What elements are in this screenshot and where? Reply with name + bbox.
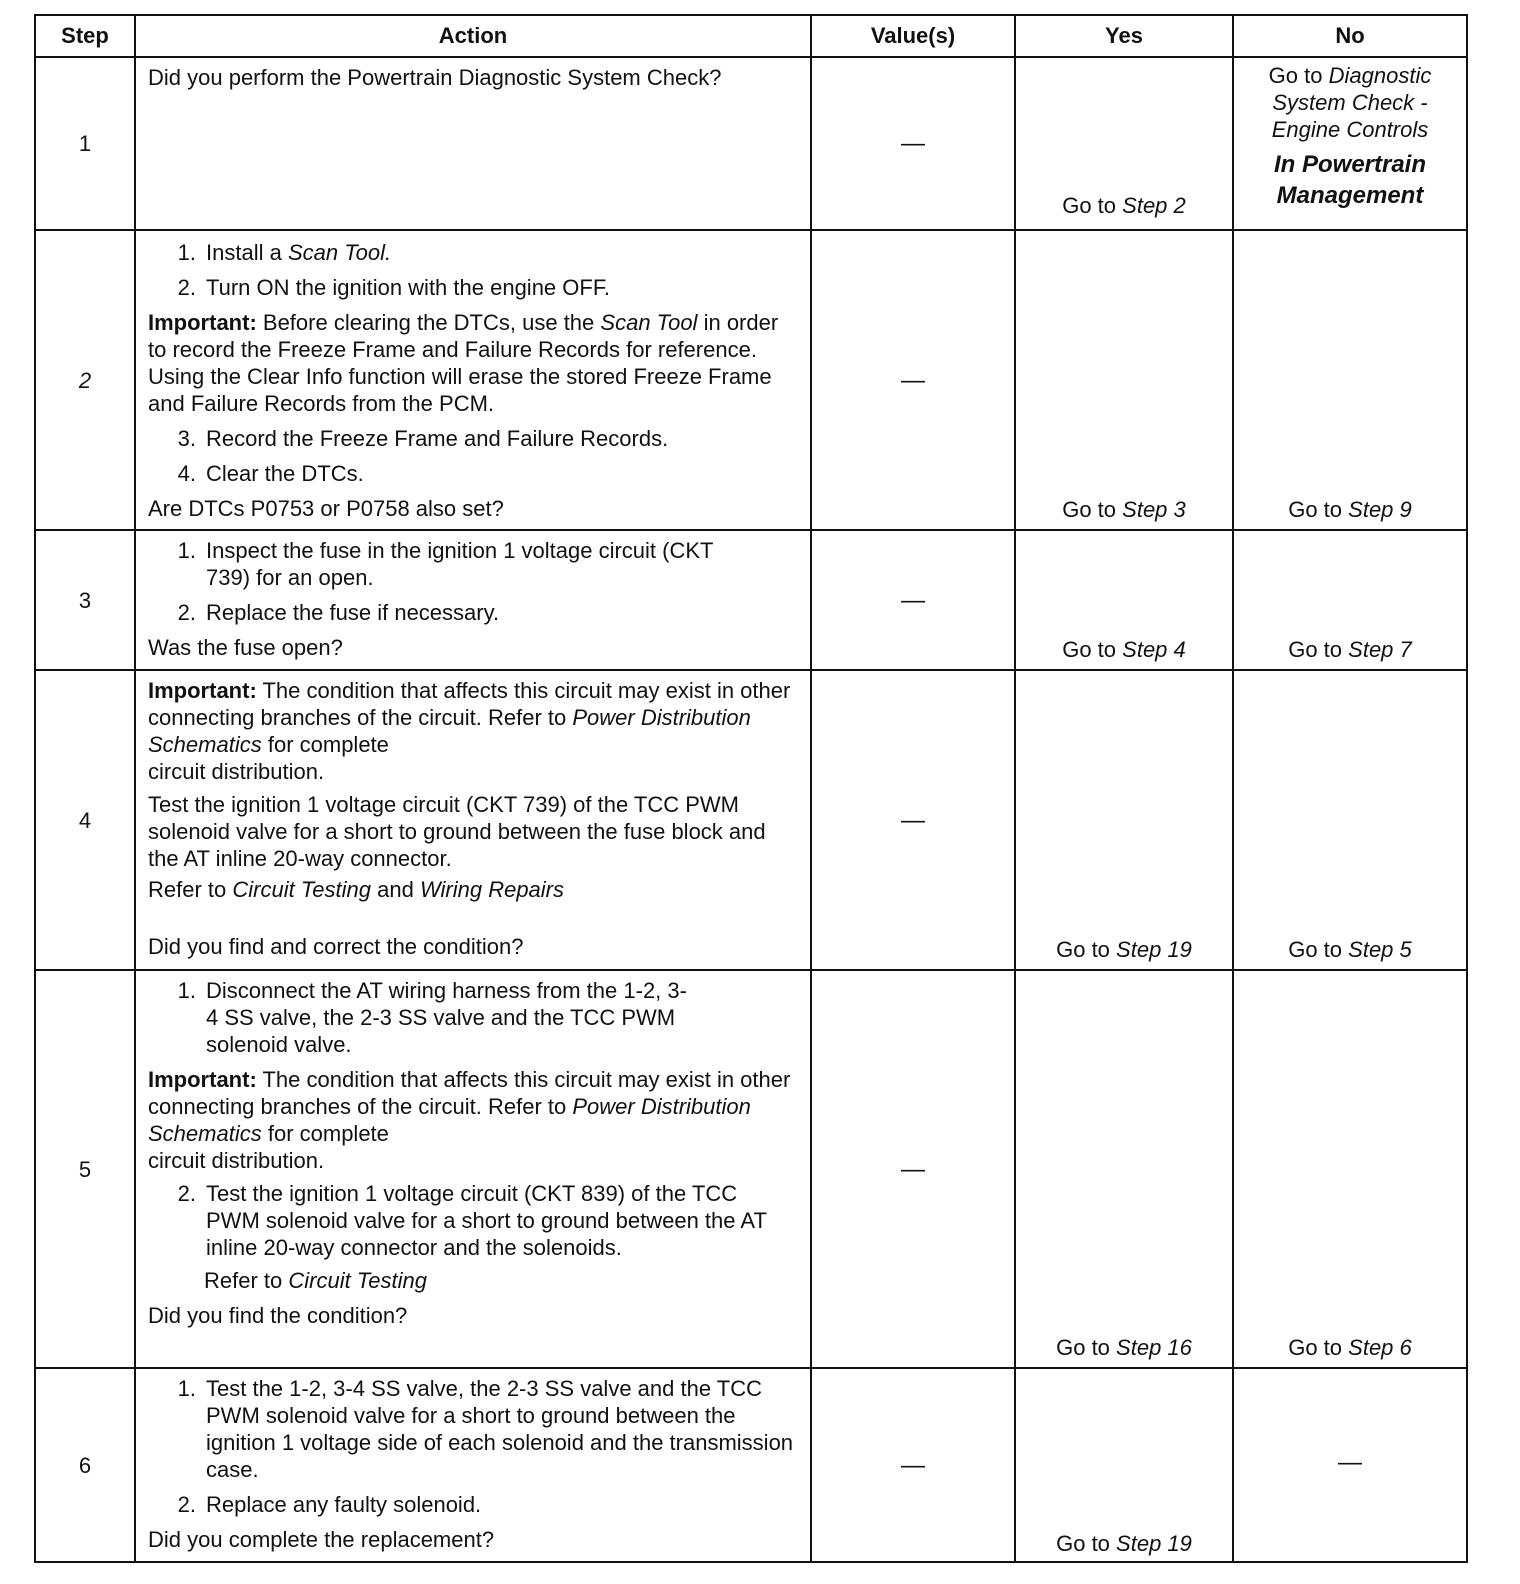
- action-cell: [135, 57, 811, 230]
- list-number: 2.: [177, 275, 196, 300]
- refer-text: Refer to: [148, 877, 227, 902]
- header-row: [35, 15, 1467, 57]
- action-cell: [135, 530, 811, 670]
- yes-step-link[interactable]: Step 3: [1122, 497, 1186, 522]
- no-ref-diagnostic[interactable]: Diagnostic: [1328, 63, 1432, 88]
- no-cell: [1233, 57, 1467, 230]
- no-cell: [1233, 230, 1467, 530]
- goto-prefix: Go to: [1056, 937, 1110, 962]
- header-action: Action: [135, 15, 811, 57]
- goto-prefix: Go to: [1288, 637, 1343, 662]
- no-cell: [1233, 970, 1467, 1368]
- note-text: The condition that affects this circuit may exist in other connecting branches of the circuit. Refer to: [148, 678, 791, 730]
- yes-step-link[interactable]: Step 4: [1122, 637, 1186, 662]
- value-cell: —: [811, 670, 1015, 970]
- no-step-link[interactable]: Step 5: [1348, 937, 1412, 962]
- table-row: [35, 530, 1467, 670]
- power-distribution-ref: Power Distribution Schematics: [148, 1094, 751, 1146]
- list-item: [148, 239, 800, 266]
- question: Did you find the condition?: [148, 1303, 408, 1328]
- header-no: No: [1233, 15, 1467, 57]
- no-cell: [1233, 670, 1467, 970]
- note-text: for complete: [267, 732, 389, 757]
- yes-cell: [1015, 230, 1233, 530]
- goto-prefix: Go to: [1288, 937, 1343, 962]
- important-label: Important:: [148, 678, 257, 703]
- goto-prefix: Go to: [1062, 193, 1117, 218]
- step-number: 6: [35, 1368, 135, 1562]
- table-row: [35, 1368, 1467, 1562]
- note-text: circuit distribution.: [148, 759, 325, 784]
- question: Are DTCs P0753 or P0758 also set?: [148, 496, 504, 521]
- list-item: [148, 1180, 800, 1261]
- refer-line: [204, 1267, 800, 1294]
- no-ref-powertrain: In Powertrain: [1273, 151, 1427, 178]
- no-ref-engine-controls[interactable]: Engine Controls: [1271, 117, 1429, 142]
- step-number: 4: [35, 670, 135, 970]
- value-cell: —: [811, 970, 1015, 1368]
- test-instruction: Test the ignition 1 voltage circuit (CKT 739) of the TCC PWM solenoid valve for a short to ground between the fuse block and the AT inline 20-way connector.: [148, 792, 766, 871]
- action-cell: [135, 670, 811, 970]
- list-text: Replace any faulty solenoid.: [206, 1492, 482, 1517]
- note-text: Before clearing the DTCs, use the: [262, 310, 595, 335]
- list-item: [148, 460, 800, 487]
- important-label: Important:: [148, 1067, 257, 1092]
- refer-line: [148, 876, 800, 903]
- list-number: 1.: [177, 538, 196, 563]
- list-item: [148, 274, 800, 301]
- diagnostic-table: [34, 14, 1468, 1563]
- wiring-repairs-ref: Wiring Repairs: [419, 877, 565, 902]
- step-number: 2: [35, 230, 135, 530]
- list-text: Test the 1-2, 3-4 SS valve, the 2-3 SS valve and the TCC PWM solenoid valve for a short to ground between the ignition 1 voltage side of each solenoid and the transmission case.: [206, 1376, 794, 1482]
- list-number: 1.: [177, 240, 196, 265]
- power-distribution-ref: Power Distribution Schematics: [148, 705, 751, 757]
- no-step-link[interactable]: Step 6: [1348, 1335, 1412, 1360]
- header-yes: Yes: [1015, 15, 1233, 57]
- list-text: Clear the DTCs.: [206, 461, 364, 486]
- no-cell: —: [1233, 1368, 1467, 1562]
- no-ref-management: Management: [1276, 182, 1424, 209]
- list-number: 2.: [177, 600, 196, 625]
- question: Did you find and correct the condition?: [148, 934, 524, 959]
- no-step-link[interactable]: Step 7: [1348, 637, 1412, 662]
- table-row: [35, 230, 1467, 530]
- important-label: Important:: [148, 310, 257, 335]
- list-text: Inspect the fuse in the ignition 1 voltage circuit (CKT 739) for an open.: [206, 538, 714, 590]
- yes-step-link[interactable]: Step 19: [1116, 1531, 1192, 1556]
- value-cell: —: [811, 530, 1015, 670]
- value-cell: —: [811, 1368, 1015, 1562]
- no-step-link[interactable]: Step 9: [1348, 497, 1412, 522]
- table-row: [35, 670, 1467, 970]
- yes-cell: [1015, 530, 1233, 670]
- no-goto: Go to: [1268, 63, 1323, 88]
- goto-prefix: Go to: [1056, 1335, 1110, 1360]
- refer-text: and: [377, 877, 414, 902]
- list-text: Install a: [206, 240, 282, 265]
- note-text: in order to record the Freeze Frame and Failure Records for reference. Using the Clear Info function will erase the stored Freeze Frame and Failure Records from the PCM.: [148, 310, 779, 416]
- goto-prefix: Go to: [1062, 497, 1117, 522]
- list-text: Disconnect the AT wiring harness from the 1-2, 3-4 SS valve, the 2-3 SS valve and the TCC PWM solenoid valve.: [206, 978, 687, 1057]
- action-cell: [135, 970, 811, 1368]
- step-number: 1: [35, 57, 135, 230]
- question: Was the fuse open?: [148, 635, 343, 660]
- yes-cell: [1015, 57, 1233, 230]
- important-note: [148, 677, 800, 785]
- action-cell: [135, 1368, 811, 1562]
- list-text: Turn ON the ignition with the engine OFF.: [206, 275, 610, 300]
- value-cell: —: [811, 57, 1015, 230]
- note-text: for complete: [267, 1121, 389, 1146]
- list-item: [148, 1491, 800, 1518]
- yes-cell: [1015, 670, 1233, 970]
- scan-tool-ref: Scan Tool: [600, 310, 698, 335]
- list-text: Replace the fuse if necessary.: [206, 600, 500, 625]
- important-note: [148, 1066, 800, 1174]
- list-number: 3.: [177, 426, 196, 451]
- goto-prefix: Go to: [1288, 497, 1343, 522]
- refer-text: Refer to: [204, 1268, 283, 1293]
- question: Did you perform the Powertrain Diagnostic System Check?: [148, 65, 722, 90]
- list-item: [148, 537, 800, 591]
- yes-cell: [1015, 1368, 1233, 1562]
- yes-step-link[interactable]: Step 16: [1116, 1335, 1192, 1360]
- list-number: 4.: [177, 461, 196, 486]
- list-text: Record the Freeze Frame and Failure Records.: [206, 426, 669, 451]
- no-cell: [1233, 530, 1467, 670]
- step-number: 3: [35, 530, 135, 670]
- list-item: [148, 977, 800, 1058]
- circuit-testing-ref: Circuit Testing: [232, 877, 371, 902]
- important-note: [148, 309, 800, 417]
- list-item: [148, 599, 800, 626]
- action-cell: [135, 230, 811, 530]
- value-cell: —: [811, 230, 1015, 530]
- list-number: 2.: [177, 1492, 196, 1517]
- header-step: Step: [35, 15, 135, 57]
- yes-step-link[interactable]: Step 2: [1122, 193, 1186, 218]
- list-text: Test the ignition 1 voltage circuit (CKT 839) of the TCC PWM solenoid valve for a short to ground between the AT inline 20-way connector and the solenoids.: [206, 1181, 767, 1260]
- goto-prefix: Go to: [1062, 637, 1117, 662]
- yes-cell: [1015, 970, 1233, 1368]
- goto-prefix: Go to: [1288, 1335, 1343, 1360]
- table-row: [35, 970, 1467, 1368]
- table-row: [35, 57, 1467, 230]
- list-item: [148, 1375, 800, 1483]
- question: Did you complete the replacement?: [148, 1527, 495, 1552]
- scan-tool-ref: Scan Tool.: [287, 240, 392, 265]
- note-text: The condition that affects this circuit may exist in other connecting branches of the circuit. Refer to: [148, 1067, 791, 1119]
- no-ref-system-check[interactable]: System Check -: [1272, 90, 1428, 115]
- circuit-testing-ref: Circuit Testing: [288, 1268, 427, 1293]
- note-text: circuit distribution.: [148, 1148, 325, 1173]
- yes-step-link[interactable]: Step 19: [1116, 937, 1192, 962]
- list-number: 1.: [177, 978, 196, 1003]
- header-values: Value(s): [811, 15, 1015, 57]
- list-item: [148, 425, 800, 452]
- step-number: 5: [35, 970, 135, 1368]
- list-number: 1.: [177, 1376, 196, 1401]
- list-number: 2.: [177, 1181, 196, 1206]
- goto-prefix: Go to: [1056, 1531, 1110, 1556]
